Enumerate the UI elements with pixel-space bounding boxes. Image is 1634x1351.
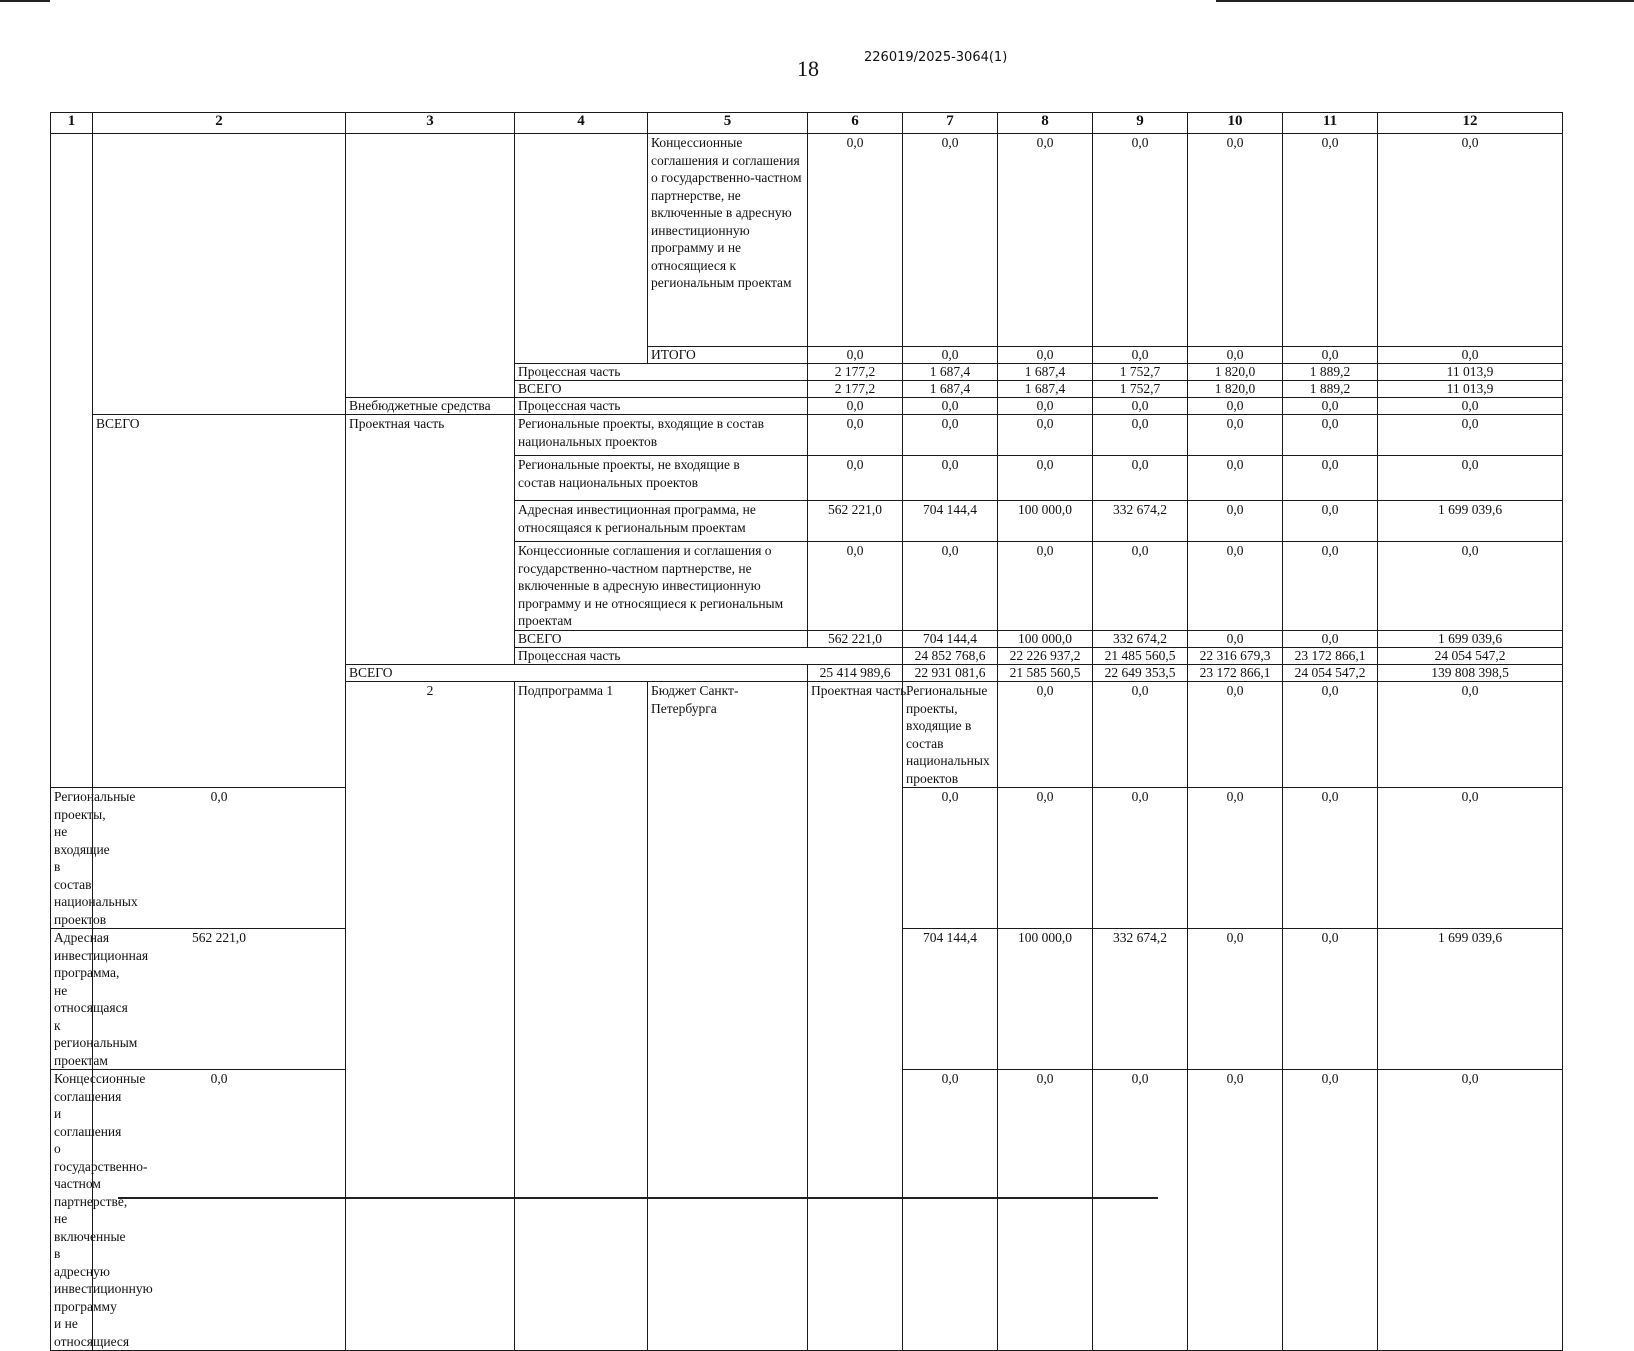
row-label: Региональные проекты, не входящие в состав национальных проектов: [51, 788, 93, 929]
value-cell: 562 221,0: [808, 501, 903, 542]
row-label: Процессная часть: [515, 648, 903, 665]
value-cell: 0,0: [1378, 415, 1563, 456]
value-cell: 0,0: [998, 347, 1093, 364]
value-cell: 0,0: [1188, 398, 1283, 415]
row-label: Региональные проекты, входящие в состав национальных проектов: [903, 682, 998, 788]
value-cell: 1 699 039,6: [1378, 501, 1563, 542]
page-number: 18: [797, 56, 819, 81]
row-label: ВСЕГО: [515, 631, 808, 648]
value-cell: 0,0: [1283, 415, 1378, 456]
program-name-cell: [93, 134, 346, 415]
value-cell: 23 172 866,1: [1283, 648, 1378, 665]
row-label: Региональные проекты, не входящие в состав национальных проектов: [515, 456, 808, 501]
row-label: Адресная инвестиционная программа, не относящаяся к региональным проектам: [51, 929, 93, 1070]
column-number-cell: 2: [93, 113, 346, 134]
value-cell: 24 054 547,2: [1378, 648, 1563, 665]
part-cell: Проектная часть: [346, 415, 515, 665]
value-cell: 22 649 353,5: [1093, 665, 1188, 682]
row-label: ИТОГО: [648, 347, 808, 364]
value-cell: 0,0: [903, 415, 998, 456]
value-cell: 0,0: [1093, 415, 1188, 456]
value-cell: 100 000,0: [998, 631, 1093, 648]
value-cell: 1 820,0: [1188, 381, 1283, 398]
value-cell: 0,0: [1093, 398, 1188, 415]
row-label: Концессионные соглашения и соглашения о государственно-частном партнерстве, не включенные в адресную инвестиционную программу и не относящиеся к региональным проектам: [515, 542, 808, 631]
value-cell: 0,0: [1188, 134, 1283, 347]
table-row: [51, 415, 1563, 456]
column-number-cell: 9: [1093, 113, 1188, 134]
value-cell: 11 013,9: [1378, 364, 1563, 381]
value-cell: 0,0: [808, 456, 903, 501]
value-cell: 0,0: [1283, 456, 1378, 501]
row-label: Концессионные соглашения и соглашения о государственно-частном партнерстве, не включенные в адресную инвестиционную программу и не относящиеся: [51, 1070, 93, 1351]
value-cell: 22 316 679,3: [1188, 648, 1283, 665]
value-cell: 0,0: [808, 415, 903, 456]
value-cell: 0,0: [998, 398, 1093, 415]
value-cell: 25 414 989,6: [808, 665, 903, 682]
value-cell: 0,0: [1188, 682, 1283, 788]
value-cell: 0,0: [1283, 542, 1378, 631]
value-cell: 2 177,2: [808, 381, 903, 398]
funding-source-cell: Внебюджетные средства: [346, 398, 515, 415]
part-cell: Проектная часть: [808, 682, 903, 1351]
document-id: 226019/2025-3064(1): [864, 50, 1008, 65]
value-cell: 0,0: [903, 398, 998, 415]
value-cell: 1 752,7: [1093, 364, 1188, 381]
value-cell: 1 752,7: [1093, 381, 1188, 398]
value-cell: 0,0: [1283, 682, 1378, 788]
value-cell: 22 931 081,6: [903, 665, 998, 682]
program-name-cell: Подпрограмма 1: [515, 682, 648, 1351]
value-cell: 0,0: [808, 542, 903, 631]
value-cell: 11 013,9: [1378, 381, 1563, 398]
value-cell: 0,0: [1188, 456, 1283, 501]
scan-edge-mark: [0, 0, 50, 2]
row-label: Адресная инвестиционная программа, не относящаяся к региональным проектам: [515, 501, 808, 542]
row-index-cell: [51, 134, 93, 788]
value-cell: 0,0: [998, 542, 1093, 631]
value-cell: 0,0: [808, 347, 903, 364]
value-cell: 24 054 547,2: [1283, 665, 1378, 682]
value-cell: 0,0: [1283, 347, 1378, 364]
value-cell: 0,0: [93, 788, 346, 929]
value-cell: 1 889,2: [1283, 364, 1378, 381]
value-cell: 0,0: [903, 788, 998, 929]
value-cell: 21 485 560,5: [1093, 648, 1188, 665]
value-cell: 0,0: [1188, 347, 1283, 364]
value-cell: 0,0: [1188, 631, 1283, 648]
value-cell: 0,0: [1283, 1070, 1378, 1351]
value-cell: 0,0: [998, 456, 1093, 501]
row-label: ВСЕГО: [346, 665, 808, 682]
value-cell: 100 000,0: [998, 929, 1093, 1070]
row-label: Концессионные соглашения и соглашения о государственно-частном партнерстве, не включенные в адресную инвестиционную программу и не относящиеся к региональным проектам: [648, 134, 808, 347]
column-number-cell: 12: [1378, 113, 1563, 134]
column-number-cell: 3: [346, 113, 515, 134]
value-cell: 0,0: [1093, 456, 1188, 501]
value-cell: 0,0: [1378, 456, 1563, 501]
value-cell: 100 000,0: [998, 501, 1093, 542]
row-label: Процессная часть: [515, 364, 808, 381]
value-cell: 0,0: [998, 682, 1093, 788]
value-cell: 0,0: [1283, 631, 1378, 648]
value-cell: 0,0: [998, 415, 1093, 456]
column-number-cell: 6: [808, 113, 903, 134]
scan-edge-mark: [1216, 0, 1634, 2]
value-cell: 0,0: [903, 134, 998, 347]
row-label: Процессная часть: [515, 398, 808, 415]
value-cell: 22 226 937,2: [998, 648, 1093, 665]
value-cell: 0,0: [998, 1070, 1093, 1351]
column-number-cell: 5: [648, 113, 808, 134]
program-name-cell: ВСЕГО: [93, 415, 346, 788]
value-cell: 2 177,2: [808, 364, 903, 381]
value-cell: 332 674,2: [1093, 501, 1188, 542]
value-cell: 0,0: [1378, 398, 1563, 415]
value-cell: 0,0: [1093, 542, 1188, 631]
value-cell: 0,0: [903, 347, 998, 364]
value-cell: 0,0: [1093, 347, 1188, 364]
value-cell: 0,0: [1378, 682, 1563, 788]
value-cell: 24 852 768,6: [903, 648, 998, 665]
row-label: ВСЕГО: [515, 381, 808, 398]
value-cell: 562 221,0: [93, 929, 346, 1070]
value-cell: 0,0: [1378, 134, 1563, 347]
value-cell: 1 687,4: [998, 364, 1093, 381]
value-cell: 0,0: [1188, 929, 1283, 1070]
value-cell: 1 699 039,6: [1378, 631, 1563, 648]
value-cell: 562 221,0: [808, 631, 903, 648]
value-cell: 0,0: [1378, 347, 1563, 364]
value-cell: 704 144,4: [903, 501, 998, 542]
value-cell: 0,0: [1093, 1070, 1188, 1351]
value-cell: 0,0: [1188, 501, 1283, 542]
value-cell: 0,0: [1378, 788, 1563, 929]
value-cell: 332 674,2: [1093, 929, 1188, 1070]
value-cell: 0,0: [1378, 542, 1563, 631]
value-cell: 1 687,4: [903, 364, 998, 381]
column-number-cell: 7: [903, 113, 998, 134]
budget-table: [50, 112, 1563, 1351]
value-cell: 1 699 039,6: [1378, 929, 1563, 1070]
value-cell: 1 687,4: [903, 381, 998, 398]
value-cell: 0,0: [1283, 134, 1378, 347]
value-cell: 0,0: [903, 542, 998, 631]
value-cell: 0,0: [998, 134, 1093, 347]
value-cell: 0,0: [1283, 929, 1378, 1070]
value-cell: 21 585 560,5: [998, 665, 1093, 682]
value-cell: 0,0: [1093, 682, 1188, 788]
value-cell: 0,0: [903, 1070, 998, 1351]
column-number-cell: 10: [1188, 113, 1283, 134]
value-cell: 0,0: [808, 398, 903, 415]
column-number-cell: 1: [51, 113, 93, 134]
value-cell: 0,0: [93, 1070, 346, 1351]
value-cell: 0,0: [1378, 1070, 1563, 1351]
part-cell: [515, 134, 648, 364]
value-cell: 0,0: [1188, 1070, 1283, 1351]
value-cell: 0,0: [808, 134, 903, 347]
funding-source-cell: [346, 134, 515, 398]
value-cell: 0,0: [998, 788, 1093, 929]
value-cell: 0,0: [1093, 134, 1188, 347]
value-cell: 704 144,4: [903, 929, 998, 1070]
value-cell: 0,0: [1188, 788, 1283, 929]
row-index-cell: 2: [346, 682, 515, 1351]
value-cell: 0,0: [1283, 398, 1378, 415]
value-cell: 332 674,2: [1093, 631, 1188, 648]
funding-source-cell: Бюджет Санкт-Петербурга: [648, 682, 808, 1351]
row-label: Региональные проекты, входящие в состав национальных проектов: [515, 415, 808, 456]
value-cell: 704 144,4: [903, 631, 998, 648]
value-cell: 0,0: [1283, 788, 1378, 929]
value-cell: 23 172 866,1: [1188, 665, 1283, 682]
value-cell: 0,0: [1283, 501, 1378, 542]
value-cell: 0,0: [1188, 542, 1283, 631]
column-number-cell: 11: [1283, 113, 1378, 134]
value-cell: 1 687,4: [998, 381, 1093, 398]
column-number-cell: 4: [515, 113, 648, 134]
value-cell: 139 808 398,5: [1378, 665, 1563, 682]
value-cell: 1 820,0: [1188, 364, 1283, 381]
value-cell: 0,0: [1188, 415, 1283, 456]
value-cell: 1 889,2: [1283, 381, 1378, 398]
value-cell: 0,0: [1093, 788, 1188, 929]
column-number-cell: 8: [998, 113, 1093, 134]
value-cell: 0,0: [903, 456, 998, 501]
column-number-row: [51, 113, 1563, 134]
table-row: [51, 134, 1563, 347]
